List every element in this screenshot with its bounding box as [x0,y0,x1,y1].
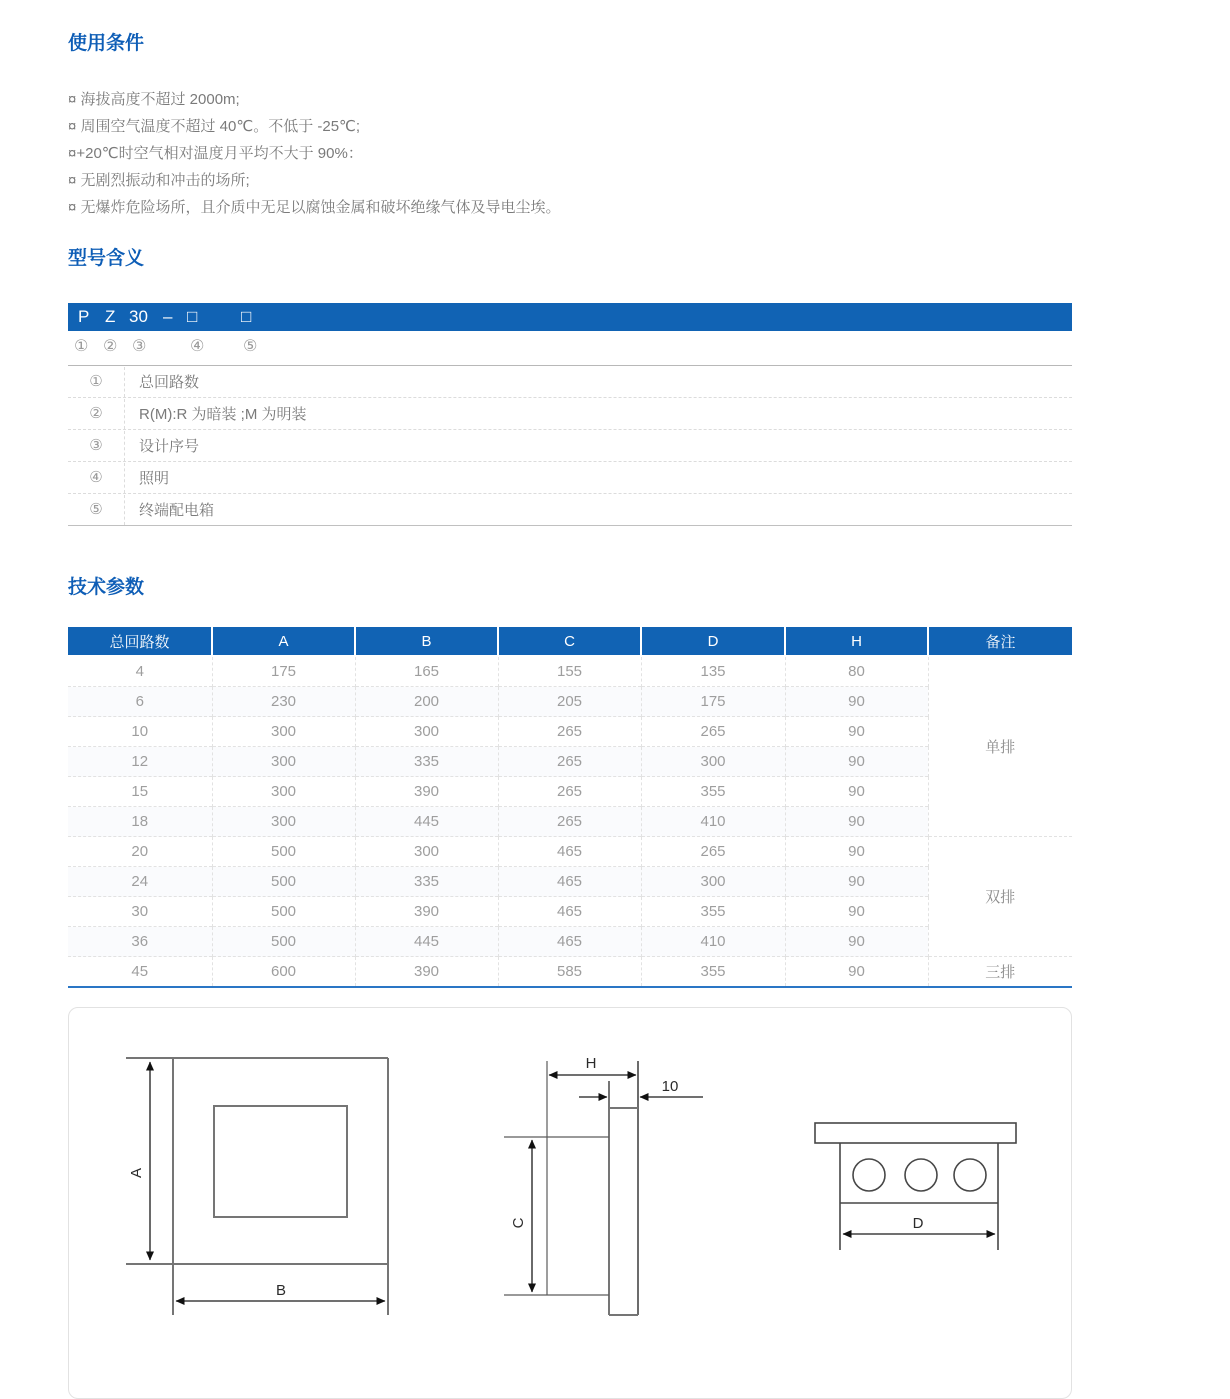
params-row [68,807,1072,837]
params-cell: 265 [498,717,641,747]
model-row-description: 总回路数 [139,374,200,391]
params-cell: 155 [498,656,641,687]
params-row [68,867,1072,897]
params-row [68,897,1072,927]
params-body [68,656,1072,987]
params-cell: 300 [641,747,785,777]
model-row-marker: ③ [68,431,125,461]
technical-params-title: 技术参数 [68,577,145,598]
knockout-hole-2 [905,1159,937,1191]
model-row-marker: ① [68,367,125,397]
params-cell: 335 [355,867,498,897]
params-cell: 24 [68,867,212,897]
params-cell: 265 [641,717,785,747]
dim-label-A: A [128,1167,145,1179]
params-cell: 205 [498,687,641,717]
params-cell: 300 [355,837,498,867]
params-cell: 90 [785,957,928,988]
params-cell: 410 [641,927,785,957]
usage-bullet-list [68,86,1072,221]
params-cell: 500 [212,867,355,897]
params-cell: 200 [355,687,498,717]
params-remark-cell: 双排 [928,837,1072,957]
side-view [504,1055,703,1315]
params-header-cell: C [498,627,641,656]
params-cell: 465 [498,867,641,897]
params-cell: 175 [641,687,785,717]
params-cell: 300 [212,747,355,777]
params-cell: 90 [785,747,928,777]
dimension-drawings [69,1008,1071,1398]
params-cell: 10 [68,717,212,747]
params-cell: 355 [641,957,785,988]
params-cell: 90 [785,777,928,807]
model-meaning-row [68,366,1072,397]
params-cell: 90 [785,687,928,717]
params-cell: 265 [498,807,641,837]
params-cell: 300 [212,807,355,837]
params-cell: 335 [355,747,498,777]
model-position-marker: ③ [132,338,147,355]
model-code-part: Z [105,307,116,326]
usage-bullet: ¤ 海拔高度不超过 2000m; [68,91,240,108]
params-cell: 20 [68,837,212,867]
params-cell: 12 [68,747,212,777]
params-cell: 300 [355,717,498,747]
params-header-cell: A [212,627,355,656]
params-cell: 300 [212,717,355,747]
params-cell: 18 [68,807,212,837]
params-cell: 90 [785,807,928,837]
model-position-marker: ⑤ [243,338,258,355]
params-cell: 30 [68,897,212,927]
model-position-marker: ④ [190,338,205,355]
params-cell: 165 [355,656,498,687]
params-cell: 410 [641,807,785,837]
params-remark-cell: 单排 [928,656,1072,837]
params-cell: 390 [355,897,498,927]
params-cell: 90 [785,927,928,957]
params-cell: 90 [785,867,928,897]
dimension-drawings-panel [68,1007,1072,1399]
params-cell: 135 [641,656,785,687]
params-row [68,837,1072,867]
dim-label-D: D [912,1215,924,1232]
model-position-markers [68,333,1072,361]
params-cell: 465 [498,837,641,867]
top-view [815,1123,1016,1250]
params-cell: 15 [68,777,212,807]
model-meaning-row [68,493,1072,525]
params-cell: 465 [498,897,641,927]
params-cell: 465 [498,927,641,957]
model-meaning-row [68,461,1072,493]
model-row-description: 终端配电箱 [139,502,215,519]
model-meaning-table [68,365,1072,526]
params-cell: 300 [212,777,355,807]
params-cell: 500 [212,927,355,957]
params-cell: 45 [68,957,212,988]
model-meaning-title: 型号含义 [68,248,145,269]
params-header-cell: B [355,627,498,656]
params-row [68,927,1072,957]
knockout-hole-3 [954,1159,986,1191]
params-cell: 36 [68,927,212,957]
usage-bullet: ¤ 无爆炸危险场所，且介质中无足以腐蚀金属和破坏绝缘气体及导电尘埃。 [68,199,561,216]
model-position-marker: ① [74,338,89,355]
model-code-part: 30 [129,307,148,326]
dim-label-B: B [275,1282,287,1299]
params-cell: 265 [641,837,785,867]
params-cell: 600 [212,957,355,988]
params-cell: 90 [785,717,928,747]
knockout-hole-1 [853,1159,885,1191]
params-cell: 300 [641,867,785,897]
params-row [68,747,1072,777]
params-header-cell: D [641,627,785,656]
params-cell: 500 [212,837,355,867]
params-cell: 265 [498,777,641,807]
params-header-cell: 备注 [928,627,1072,656]
params-header-row [68,627,1072,656]
model-meaning-row [68,429,1072,461]
params-cell: 90 [785,897,928,927]
model-row-marker: ② [68,399,125,429]
params-row [68,777,1072,807]
usage-bullet: ¤ 周围空气温度不超过 40℃。不低于 -25℃; [68,118,361,135]
usage-conditions-title: 使用条件 [68,33,145,54]
params-header-cell: H [785,627,928,656]
params-row [68,957,1072,988]
model-meaning-row [68,397,1072,429]
model-row-description: R(M):R 为暗装 ;M 为明装 [139,406,307,423]
params-cell: 355 [641,897,785,927]
model-code-part: □ [241,307,252,326]
params-header-cell: 总回路数 [68,627,212,656]
model-code-part: P [78,307,90,326]
params-cell: 445 [355,927,498,957]
model-code-part: □ [187,307,198,326]
params-row [68,656,1072,687]
params-row [68,687,1072,717]
model-row-description: 照明 [139,470,170,487]
page-content [68,0,1072,1399]
model-row-marker: ④ [68,463,125,493]
model-row-marker: ⑤ [68,495,125,525]
params-cell: 6 [68,687,212,717]
params-cell: 4 [68,656,212,687]
model-code-bar [68,303,1072,331]
params-cell: 445 [355,807,498,837]
params-cell: 390 [355,777,498,807]
front-view [126,1058,388,1315]
params-cell: 80 [785,656,928,687]
usage-bullet: ¤+20℃时空气相对温度月平均不大于 90%： [68,145,363,162]
model-row-description: 设计序号 [139,438,200,455]
params-row [68,717,1072,747]
model-position-marker: ② [103,338,118,355]
params-cell: 265 [498,747,641,777]
top-flange [815,1123,1016,1143]
params-cell: 355 [641,777,785,807]
params-remark-cell: 三排 [928,957,1072,988]
dim-label-10: 10 [661,1078,679,1095]
params-cell: 585 [498,957,641,988]
dim-label-H: H [585,1055,597,1072]
params-cell: 175 [212,656,355,687]
usage-bullet: ¤ 无剧烈振动和冲击的场所; [68,172,250,189]
technical-params-table [68,627,1072,988]
params-cell: 230 [212,687,355,717]
dim-label-C: C [510,1217,527,1229]
model-code-part: – [163,307,173,326]
params-cell: 90 [785,837,928,867]
params-cell: 390 [355,957,498,988]
front-door-window [214,1106,347,1217]
params-cell: 500 [212,897,355,927]
